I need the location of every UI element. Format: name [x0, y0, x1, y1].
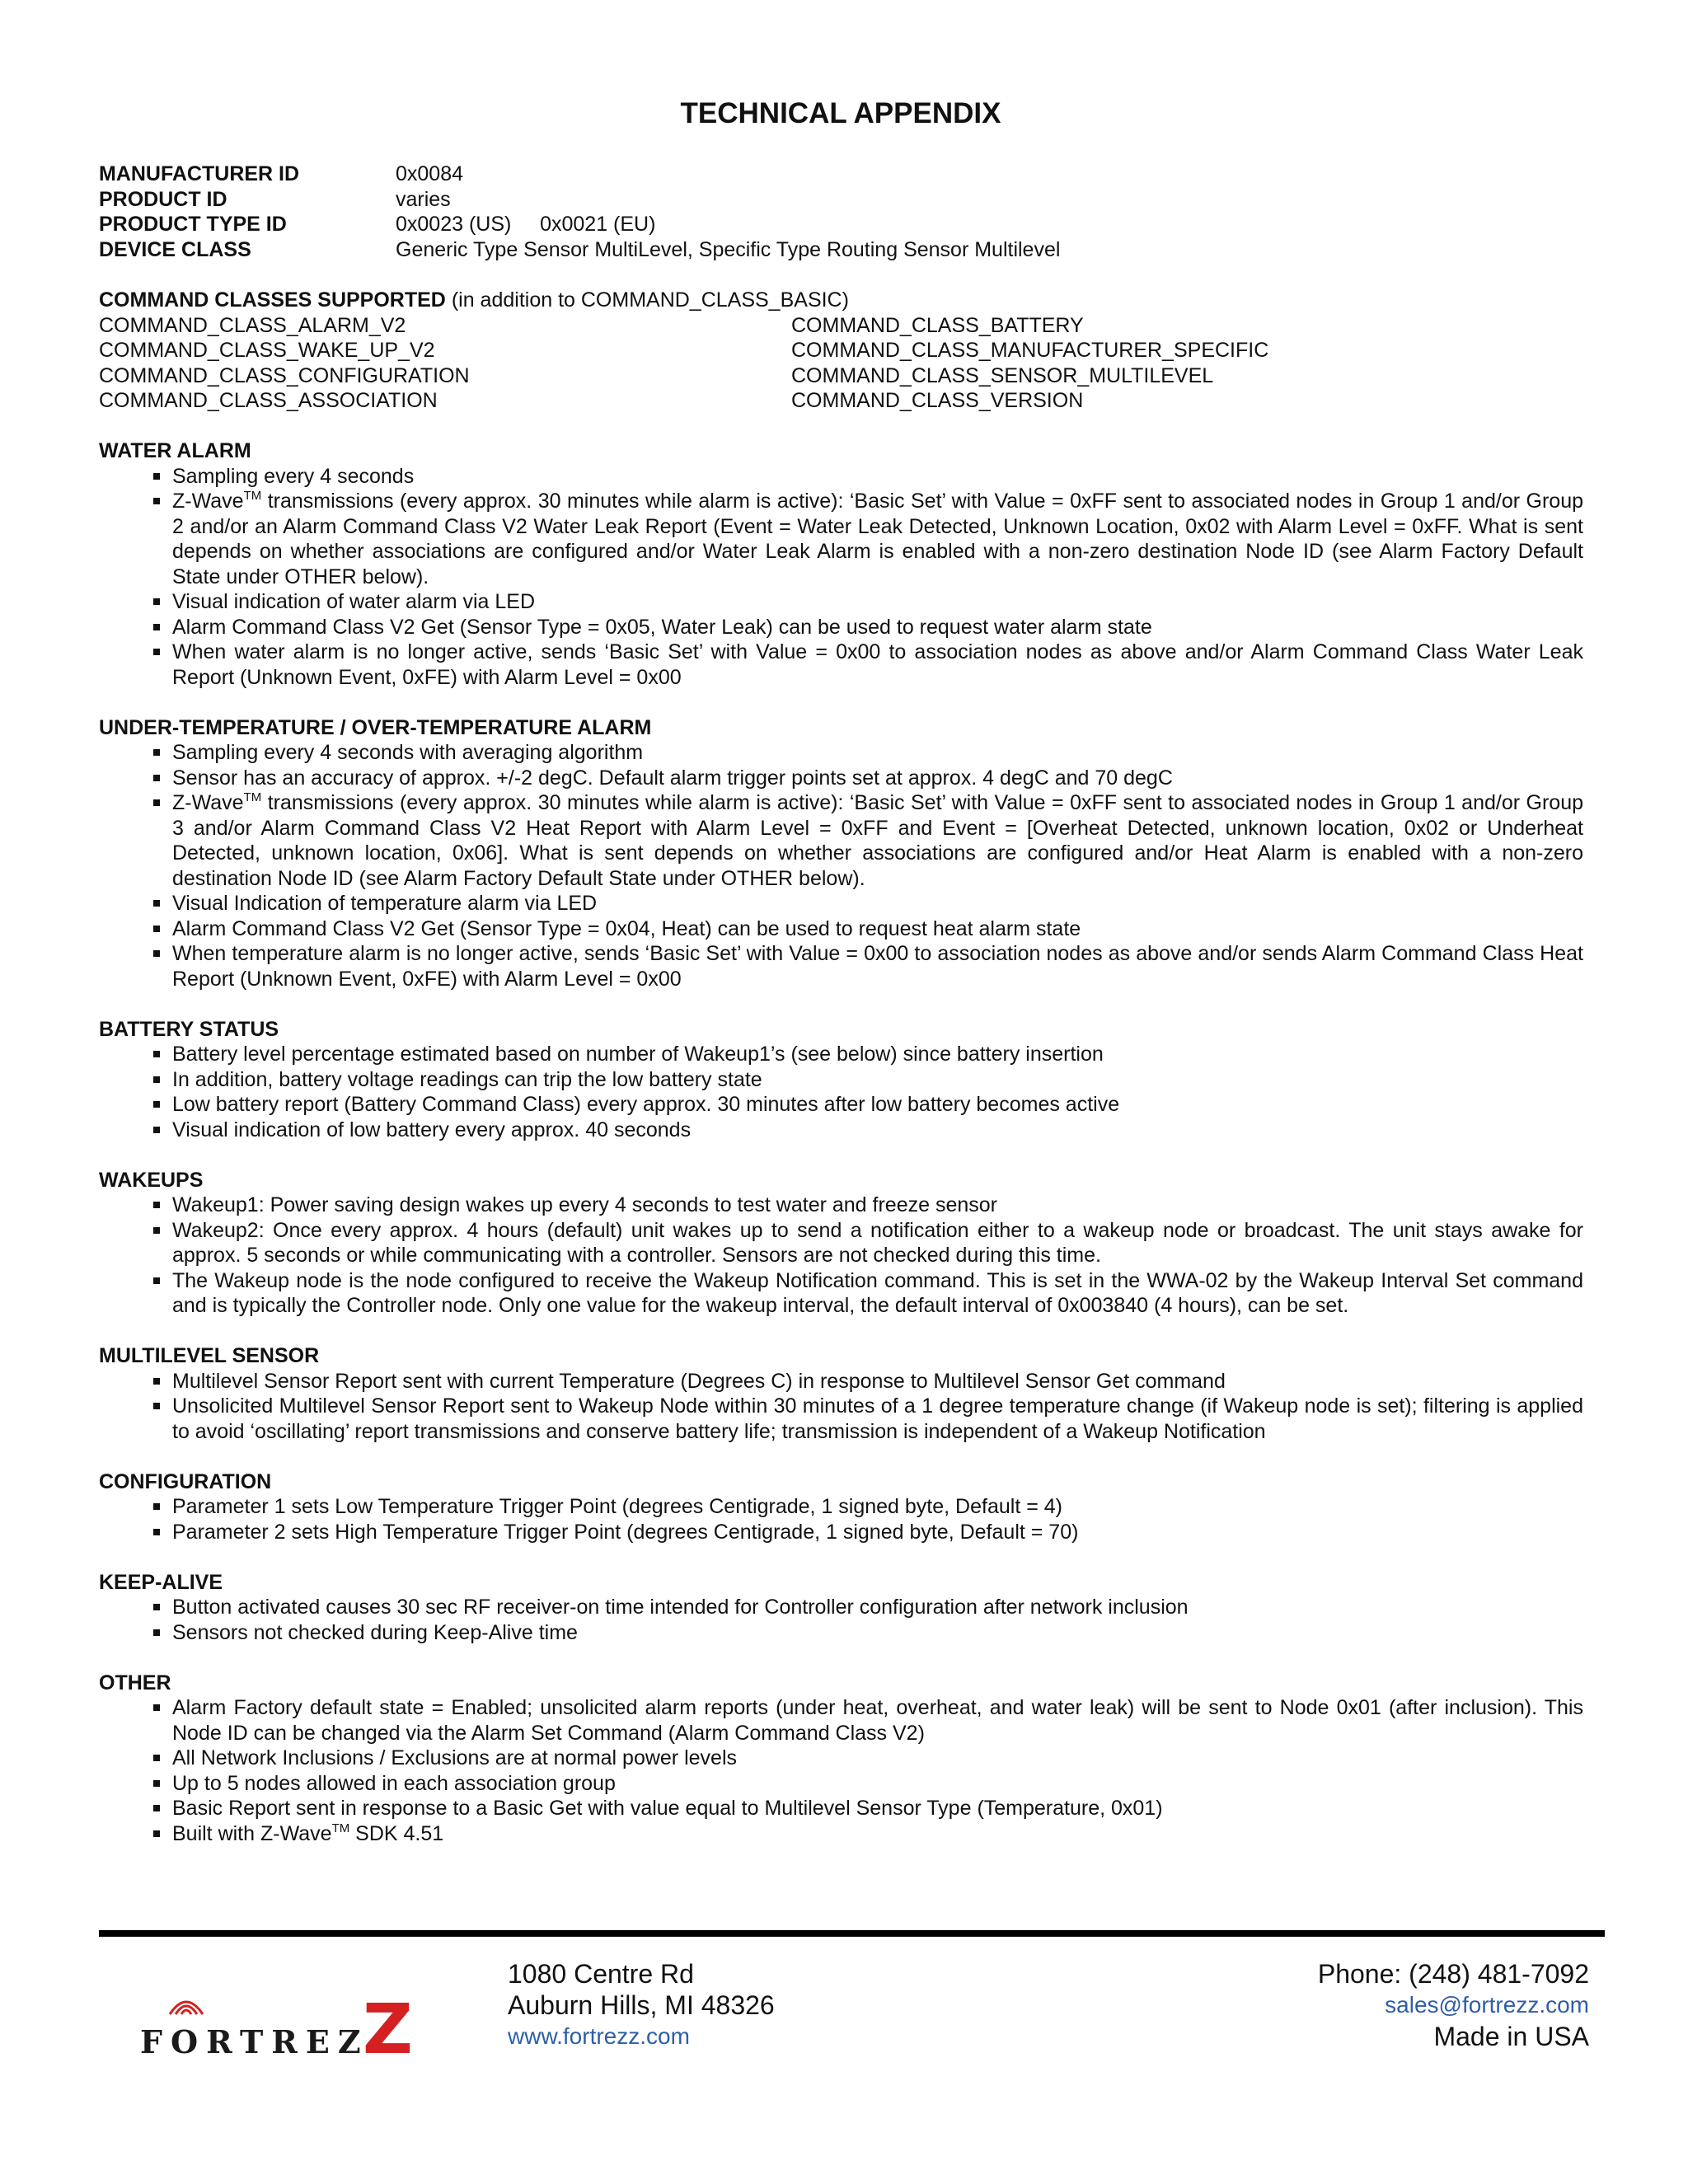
section-title: CONFIGURATION — [99, 1469, 272, 1493]
list-item: Sensor has an accuracy of approx. +/-2 degC. Default alarm trigger points set at approx. 4 degC and 70 degC — [99, 766, 1583, 791]
list-item: Multilevel Sensor Report sent with current Temperature (Degrees C) in response to Multilevel Sensor Get command — [99, 1369, 1583, 1394]
command-classes-note: (in addition to COMMAND_CLASS_BASIC) — [445, 288, 849, 312]
section-other — [99, 1671, 1582, 1847]
command-class-item: COMMAND_CLASS_SENSOR_MULTILEVEL — [791, 363, 1214, 387]
footer-address — [508, 1958, 775, 2052]
list-item-text: transmissions (every approx. 30 minutes while alarm is active): ‘Basic Set’ with Value = 0xFF sent to associated nodes in Group 1 and/or Group 3 and/or Alarm Command Class V2 Heat Report with Alarm Level = 0xFF and Event = [Overheat Detected, unknown location, 0x02 or Underheat Detected, unknown location, 0x06]. What is sent depends on whether associations are configured and/or Heat Alarm is enabled with a non-zero destination Node ID (see Alarm Factory Default State under OTHER below). — [172, 791, 1583, 890]
footer-divider — [99, 1930, 1605, 1937]
list-item: When temperature alarm is no longer active, sends ‘Basic Set’ with Value = 0x00 to association nodes as above and/or sends Alarm Command Class Heat Report (Unknown Event, 0xFE) with Alarm Level = 0x00 — [99, 941, 1583, 991]
bullet-list — [99, 1494, 1582, 1544]
phone-number: Phone: (248) 481-7092 — [1317, 1959, 1589, 1989]
list-item-text: Built with Z-Wave — [172, 1821, 332, 1845]
list-item — [99, 790, 1583, 891]
list-item: Parameter 2 sets High Temperature Trigger Point (degrees Centigrade, 1 signed byte, Default = 70) — [99, 1520, 1583, 1545]
id-label: MANUFACTURER ID — [99, 162, 300, 185]
list-item: Alarm Command Class V2 Get (Sensor Type = 0x05, Water Leak) can be used to request water alarm state — [99, 615, 1583, 640]
list-item: Wakeup1: Power saving design wakes up every 4 seconds to test water and freeze sensor — [99, 1193, 1583, 1218]
spec-sections — [99, 438, 1582, 1872]
section-wakeups — [99, 1168, 1582, 1319]
list-item: Parameter 1 sets Low Temperature Trigger Point (degrees Centigrade, 1 signed byte, Default = 4) — [99, 1494, 1583, 1520]
bullet-list — [99, 740, 1582, 991]
section-title: MULTILEVEL SENSOR — [99, 1344, 320, 1367]
bullet-list — [99, 1369, 1582, 1445]
list-item: Alarm Factory default state = Enabled; unsolicited alarm reports (under heat, overheat, and water leak) will be sent to Node 0x01 (after inclusion). This Node ID can be changed via the Alarm Set Command (Alarm Command Class V2) — [99, 1695, 1583, 1746]
list-item: Sampling every 4 seconds — [99, 464, 1583, 490]
bullet-list — [99, 1193, 1582, 1319]
section-keep-alive — [99, 1570, 1582, 1646]
address-line: Auburn Hills, MI 48326 — [508, 1990, 775, 2020]
id-value: 0x0084 — [396, 162, 464, 185]
list-item: Up to 5 nodes allowed in each association group — [99, 1771, 1583, 1797]
list-item: Low battery report (Battery Command Class) every approx. 30 minutes after low battery becomes active — [99, 1092, 1583, 1118]
website-link[interactable]: www.fortrezz.com — [508, 2023, 690, 2049]
id-row — [99, 237, 1582, 263]
command-classes-section — [99, 288, 1582, 414]
section-temperature-alarm — [99, 715, 1582, 992]
list-item: Basic Report sent in response to a Basic Get with value equal to Multilevel Sensor Type (Temperature, 0x01) — [99, 1796, 1583, 1821]
command-class-item: COMMAND_CLASS_CONFIGURATION — [99, 363, 470, 387]
made-in-label: Made in USA — [1433, 2022, 1589, 2051]
command-classes-title: COMMAND CLASSES SUPPORTED — [99, 288, 446, 312]
id-row — [99, 212, 1582, 237]
command-class-item: COMMAND_CLASS_ASSOCIATION — [99, 389, 438, 412]
command-class-item: COMMAND_CLASS_BATTERY — [791, 313, 1084, 337]
device-id-table — [99, 162, 1582, 262]
trademark-mark: TM — [331, 1821, 350, 1835]
section-title: BATTERY STATUS — [99, 1017, 279, 1041]
list-item — [99, 489, 1583, 589]
fortrezz-logo — [140, 1986, 420, 2069]
email-link[interactable]: sales@fortrezz.com — [1385, 1992, 1589, 2018]
list-item: Visual indication of low battery every approx. 40 seconds — [99, 1118, 1583, 1143]
section-title: UNDER-TEMPERATURE / OVER-TEMPERATURE ALARM — [99, 715, 652, 739]
id-row — [99, 162, 1582, 187]
logo-wordmark: FORTREZ — [140, 2023, 369, 2060]
id-label: PRODUCT TYPE ID — [99, 213, 287, 236]
section-configuration — [99, 1469, 1582, 1545]
section-title: OTHER — [99, 1671, 171, 1694]
command-class-item: COMMAND_CLASS_MANUFACTURER_SPECIFIC — [791, 339, 1269, 362]
section-battery-status — [99, 1017, 1582, 1143]
list-item: Unsolicited Multilevel Sensor Report sent to Wakeup Node within 30 minutes of a 1 degree temperature change (if Wakeup node is set); filtering is applied to avoid ‘oscillating’ report transmissions and conserve battery life; transmission is independent of a Wakeup Notification — [99, 1394, 1583, 1444]
bullet-list — [99, 1595, 1582, 1645]
id-value: 0x0023 (US) 0x0021 (EU) — [396, 213, 656, 236]
list-item: Visual indication of water alarm via LED — [99, 589, 1583, 615]
command-classes-grid — [99, 313, 1582, 414]
bullet-list — [99, 464, 1582, 691]
section-title: WAKEUPS — [99, 1168, 204, 1192]
section-multilevel-sensor — [99, 1343, 1582, 1444]
logo-z-mark: Z — [363, 1989, 413, 2069]
list-item-text: SDK 4.51 — [349, 1821, 444, 1845]
list-item: Visual Indication of temperature alarm via LED — [99, 891, 1583, 916]
trademark-mark: TM — [243, 489, 262, 503]
footer-contact — [1318, 1958, 1589, 2052]
list-item: Sampling every 4 seconds with averaging algorithm — [99, 740, 1583, 766]
list-item: Button activated causes 30 sec RF receiver-on time intended for Controller configuration after network inclusion — [99, 1595, 1583, 1620]
signal-waves-icon — [162, 1986, 211, 2019]
list-item-text: Z-Wave — [172, 791, 244, 814]
list-item — [99, 1821, 1583, 1847]
id-label: PRODUCT ID — [99, 187, 227, 211]
section-title: WATER ALARM — [99, 439, 251, 462]
section-title: KEEP-ALIVE — [99, 1570, 223, 1594]
id-label: DEVICE CLASS — [99, 237, 251, 261]
list-item: Alarm Command Class V2 Get (Sensor Type = 0x04, Heat) can be used to request heat alarm state — [99, 916, 1583, 942]
list-item: Sensors not checked during Keep-Alive time — [99, 1620, 1583, 1646]
address-line: 1080 Centre Rd — [508, 1959, 694, 1989]
list-item: Battery level percentage estimated based on number of Wakeup1’s (see below) since battery insertion — [99, 1042, 1583, 1067]
command-class-item: COMMAND_CLASS_WAKE_UP_V2 — [99, 339, 435, 362]
page-title: TECHNICAL APPENDIX — [680, 97, 1001, 129]
command-class-item: COMMAND_CLASS_ALARM_V2 — [99, 313, 406, 337]
list-item: In addition, battery voltage readings can trip the low battery state — [99, 1067, 1583, 1093]
list-item: The Wakeup node is the node configured to receive the Wakeup Notification command. This is set in the WWA-02 by the Wakeup Interval Set command and is typically the Controller node. Only one value for the wakeup interval, the default interval of 0x003840 (4 hours), can be set. — [99, 1268, 1583, 1319]
bullet-list — [99, 1042, 1582, 1142]
section-water-alarm — [99, 438, 1582, 690]
id-row — [99, 187, 1582, 213]
command-classes-heading — [99, 288, 1582, 313]
list-item: All Network Inclusions / Exclusions are at normal power levels — [99, 1746, 1583, 1771]
trademark-mark: TM — [243, 790, 262, 804]
list-item: Wakeup2: Once every approx. 4 hours (default) unit wakes up to send a notification either to a wakeup node or broadcast. The unit stays awake for approx. 5 seconds or while communicating with a controller. Sensors are not checked during this time. — [99, 1218, 1583, 1268]
list-item-text: transmissions (every approx. 30 minutes while alarm is active): ‘Basic Set’ with Value = 0xFF sent to associated nodes in Group 1 and/or Group 2 and/or an Alarm Command Class V2 Water Leak Report (Event = Water Leak Detected, Unknown Location, 0x02 with Alarm Level = 0xFF. What is sent depends on whether associations are configured and/or Water Leak Alarm is enabled with a non-zero destination Node ID (see Alarm Factory Default State under OTHER below). — [172, 490, 1583, 588]
page-footer — [0, 1953, 1688, 2118]
bullet-list — [99, 1695, 1582, 1846]
list-item-text: Z-Wave — [172, 490, 244, 513]
list-item: When water alarm is no longer active, sends ‘Basic Set’ with Value = 0x00 to association nodes as above and/or Alarm Command Class Water Leak Report (Unknown Event, 0xFE) with Alarm Level = 0x00 — [99, 640, 1583, 690]
id-value: Generic Type Sensor MultiLevel, Specific Type Routing Sensor Multilevel — [396, 237, 1061, 261]
id-value: varies — [396, 187, 451, 211]
command-class-item: COMMAND_CLASS_VERSION — [791, 389, 1084, 412]
